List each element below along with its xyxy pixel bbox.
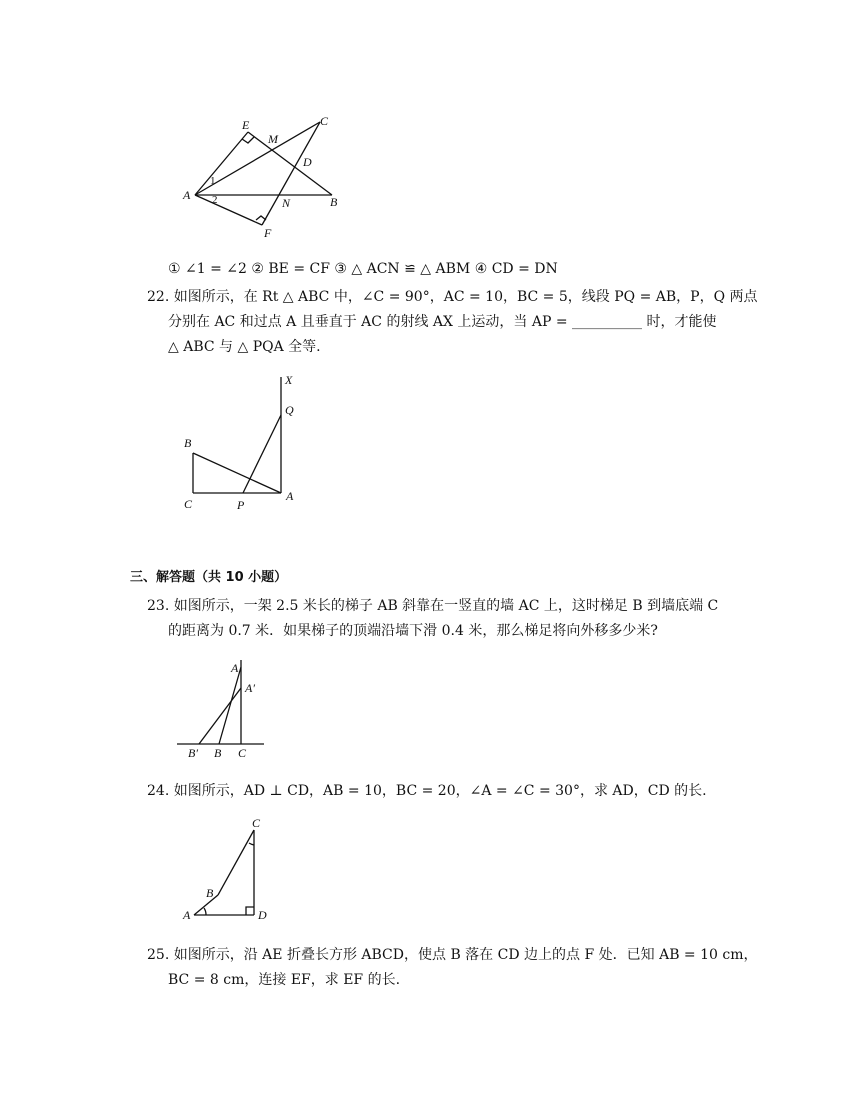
q21-label-1: 1	[210, 175, 216, 187]
q21-options: ① ∠1 = ∠2 ② BE = CF ③ △ ACN ≌ △ ABM ④ CD = DN	[168, 261, 558, 277]
q22-label-A: A	[286, 489, 294, 503]
q25-line1: 25. 如图所示，沿 AE 折叠长方形 ABCD，使点 B 落在 CD 边上的点 F 处．已知 AB = 10 cm，	[147, 947, 758, 963]
q23-figure	[172, 655, 272, 763]
q23-label-C: C	[238, 746, 247, 760]
q21-label-A: A	[183, 188, 191, 202]
q21-label-B: B	[330, 195, 338, 209]
q21-label-N: N	[282, 196, 291, 210]
q22-line2: 分别在 AC 和过点 A 且垂直于 AC 的射线 AX 上运动，当 AP = __________ 时，才能使	[168, 314, 717, 330]
q21-label-M: M	[268, 132, 278, 146]
q23-line2: 的距离为 0.7 米．如果梯子的顶端沿墙下滑 0.4 米，那么梯足将向外移多少米?	[168, 623, 658, 639]
q24-label-B: B	[206, 886, 214, 900]
q22-label-P: P	[237, 498, 245, 512]
q22-line3: △ ABC 与 △ PQA 全等.	[168, 339, 321, 355]
section-3-title: 三、解答题（共 10 小题）	[130, 570, 288, 585]
q22-figure	[178, 372, 308, 517]
q23-line1: 23. 如图所示，一架 2.5 米长的梯子 AB 斜靠在一竖直的墙 AC 上，这时梯足 B 到墙底端 C	[147, 598, 719, 614]
q22-label-B: B	[184, 436, 192, 450]
q22-label-C: C	[184, 497, 193, 511]
q24-line1: 24. 如图所示，AD ⊥ CD，AB = 10，BC = 20，∠A = ∠C = 30°，求 AD，CD 的长.	[147, 783, 707, 799]
q25-line2: BC = 8 cm，连接 EF，求 EF 的长.	[168, 972, 401, 988]
q23-label-A: A	[231, 661, 239, 675]
q21-figure	[170, 110, 360, 245]
q21-label-E: E	[242, 118, 250, 132]
q23-label-B: B	[214, 746, 222, 760]
q23-label-B-prime: B′	[188, 746, 198, 760]
q22-line1: 22. 如图所示，在 Rt △ ABC 中，∠C = 90°，AC = 10，BC = 5，线段 PQ = AB，P，Q 两点	[147, 289, 758, 305]
q22-label-X: X	[285, 373, 293, 387]
q23-label-A-prime: A′	[245, 681, 255, 695]
q21-label-F: F	[264, 226, 272, 240]
q22-label-Q: Q	[285, 403, 294, 417]
q21-label-D: D	[303, 155, 312, 169]
q24-label-A: A	[183, 908, 191, 922]
q24-figure	[178, 815, 278, 927]
q24-label-D: D	[258, 908, 267, 922]
q24-label-C: C	[252, 816, 261, 830]
q21-label-2: 2	[212, 194, 218, 206]
q21-label-C: C	[320, 114, 329, 128]
